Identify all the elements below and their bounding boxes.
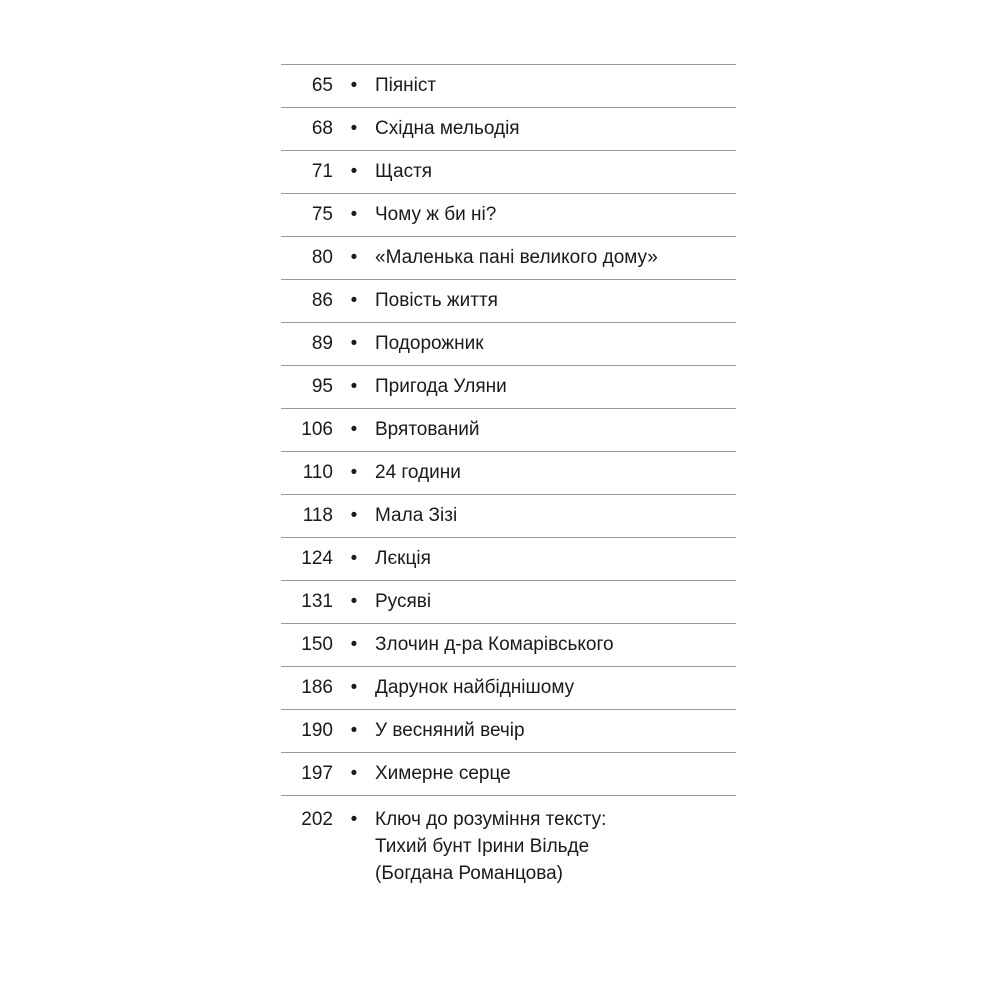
toc-bullet: • <box>350 333 358 354</box>
toc-title: Химерне серце <box>375 763 511 784</box>
toc-title-line: Ключ до розуміння тексту: <box>375 809 607 830</box>
toc-entry[interactable] <box>281 753 736 796</box>
toc-page-number: 89 <box>311 333 333 354</box>
toc-title-line: Тихий бунт Ірини Вільде <box>375 836 590 857</box>
toc-page-number: 186 <box>301 677 333 698</box>
toc-page-number: 95 <box>311 376 333 397</box>
toc-entry[interactable] <box>281 237 736 280</box>
toc-page-number: 86 <box>311 290 333 311</box>
toc-bullet: • <box>350 634 358 655</box>
toc-entry[interactable] <box>281 323 736 366</box>
toc-entry[interactable] <box>281 65 736 108</box>
toc-bullet: • <box>350 809 358 830</box>
toc-entry[interactable] <box>281 710 736 753</box>
toc-bullet: • <box>350 720 358 741</box>
toc-page-number: 202 <box>301 809 333 830</box>
toc-page-number: 124 <box>301 548 333 569</box>
toc-page-number: 80 <box>311 247 333 268</box>
toc-bullet: • <box>350 75 358 96</box>
table-of-contents <box>281 64 736 887</box>
toc-title: Піяніст <box>375 75 437 96</box>
toc-entry[interactable] <box>281 108 736 151</box>
toc-entry[interactable] <box>281 409 736 452</box>
toc-page-number: 65 <box>311 75 333 96</box>
toc-title: 24 години <box>375 462 461 483</box>
toc-entry[interactable] <box>281 151 736 194</box>
toc-bullet: • <box>350 462 358 483</box>
toc-page-number: 75 <box>311 204 333 225</box>
toc-page-number: 118 <box>302 505 333 526</box>
toc-title: Злочин д-ра Комарівського <box>375 634 614 655</box>
toc-entry[interactable] <box>281 581 736 624</box>
toc-title-line: (Богдана Романцова) <box>375 863 563 884</box>
toc-title: Східна мельодія <box>375 118 520 139</box>
toc-title: Мала Зізі <box>375 505 458 526</box>
toc-entry[interactable] <box>281 280 736 323</box>
toc-title: Пригода Уляни <box>375 376 507 397</box>
toc-page-number: 110 <box>302 462 333 483</box>
toc-bullet: • <box>350 548 358 569</box>
toc-title: Повість життя <box>375 290 498 311</box>
toc-bullet: • <box>350 591 358 612</box>
toc-entry[interactable] <box>281 366 736 409</box>
toc-page-number: 131 <box>301 591 333 612</box>
toc-bullet: • <box>350 247 358 268</box>
toc-title <box>375 806 736 887</box>
toc-bullet: • <box>350 118 358 139</box>
toc-entry[interactable] <box>281 624 736 667</box>
toc-page-number: 190 <box>301 720 333 741</box>
toc-title: Врятований <box>375 419 480 440</box>
toc-bullet: • <box>350 419 358 440</box>
toc-entry-last[interactable] <box>281 796 736 887</box>
toc-title: Лєкція <box>375 548 431 569</box>
toc-bullet: • <box>350 677 358 698</box>
toc-bullet: • <box>350 376 358 397</box>
toc-bullet: • <box>350 763 358 784</box>
toc-page-number: 150 <box>301 634 333 655</box>
toc-bullet: • <box>350 204 358 225</box>
toc-title: Чому ж би ні? <box>375 204 497 225</box>
toc-entry[interactable] <box>281 538 736 581</box>
toc-page-number: 71 <box>311 161 333 182</box>
toc-entry[interactable] <box>281 667 736 710</box>
toc-bullet: • <box>350 161 358 182</box>
toc-title: Дарунок найбіднішому <box>375 677 575 698</box>
toc-page-number: 68 <box>311 118 333 139</box>
toc-title: Русяві <box>375 591 432 612</box>
toc-title: «Маленька пані великого дому» <box>375 247 658 268</box>
toc-bullet: • <box>350 505 358 526</box>
toc-title: Подорожник <box>375 333 484 354</box>
toc-entry[interactable] <box>281 452 736 495</box>
toc-entry[interactable] <box>281 194 736 237</box>
toc-page-number: 106 <box>301 419 333 440</box>
toc-bullet: • <box>350 290 358 311</box>
toc-page-number: 197 <box>301 763 333 784</box>
toc-title: Щастя <box>375 161 433 182</box>
toc-entry[interactable] <box>281 495 736 538</box>
toc-title: У весняний вечір <box>375 720 525 741</box>
